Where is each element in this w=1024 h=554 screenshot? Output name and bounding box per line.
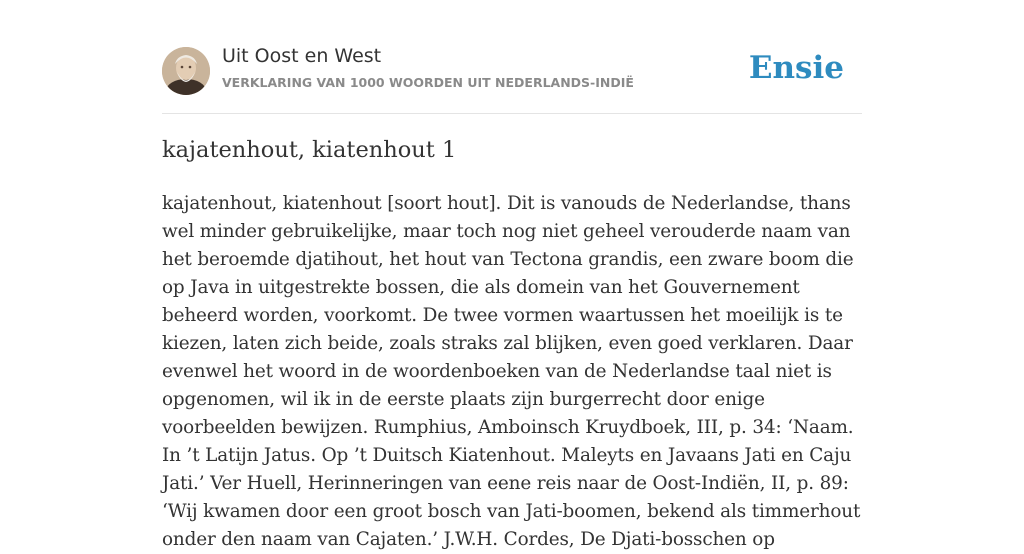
page-container <box>162 0 862 550</box>
author-avatar[interactable] <box>162 47 210 95</box>
entry-body-text: kajatenhout, kiatenhout [soort hout]. Dit is vanouds de Nederlandse, thans wel minder gebruikelijke, maar toch nog niet geheel verouderde naam van het beroemde djatihout, het hout van Tectona grandis, een zware boom die op Java in uitgestrekte bossen, die als domein van het Gouvernement beheerd worden, voorkomt. De twee vormen waartussen het moeilijk is te kiezen, laten zich beide, zoals straks zal blijken, even goed verklaren. Daar evenwel het woord in de woordenboeken van de Nederlandse taal niet is opgenomen, wil ik in de eerste plaats zijn burgerrecht door enige voorbeelden bewijzen. Rumphius, Amboinsch Kruydboek, III, p. 34: ‘Naam. In ’t Latijn Jatus. Op ’t Duitsch Kiatenhout. Maleyts en Javaans Jati en Caju Jati.’ Ver Huell, Herinneringen van eene reis naar de Oost-Indiën, II, p. 89: ‘Wij kwamen door een groot bosch van Jati-boomen, bekend als timmerhout onder den naam van Cajaten.’ J.W.H. Cordes, De Djati-bosschen op <box>162 193 861 550</box>
portrait-icon <box>162 47 210 95</box>
ensie-logo-link[interactable]: Ensie <box>748 50 844 86</box>
entry-title: kajatenhout, kiatenhout 1 <box>162 137 457 163</box>
site-header <box>162 0 862 114</box>
book-subtitle: VERKLARING VAN 1000 WOORDEN UIT NEDERLANDS-INDIË <box>222 75 634 90</box>
book-title[interactable]: Uit Oost en West <box>222 45 382 67</box>
